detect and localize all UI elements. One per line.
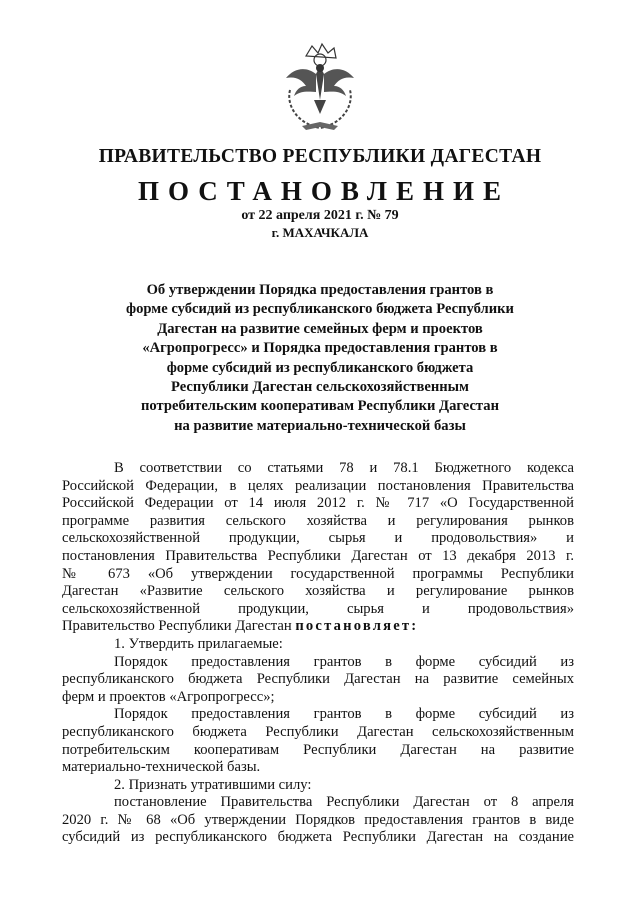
body-line: Порядок предоставления грантов в форме субсидий из: [114, 653, 574, 670]
body-line: постановление Правительства Республики Дагестан от 8 апреля: [114, 794, 574, 811]
body-line: № 673 «Об утверждении государственной программы Республики: [62, 565, 574, 582]
document-date-number: от 22 апреля 2021 г. № 79: [241, 208, 399, 223]
body-line: Российской Федерации, в целях реализации постановления Правительства: [62, 477, 574, 494]
body-line: субсидий из республиканского бюджета Республики Дагестан на создание: [62, 829, 574, 846]
document-type: ПОСТАНОВЛЕНИЕ: [137, 176, 511, 206]
body-line: материально-технической базы.: [62, 759, 261, 776]
subject-line: форме субсидий из республиканского бюджета: [166, 359, 474, 376]
body-line: постановления Правительства Республики Дагестан от 13 декабря 2013 г.: [62, 547, 574, 564]
body-line: сельскохозяйственной продукции, сырья и продовольствия» и: [62, 530, 574, 547]
body-line: сельскохозяйственной продукции, сырья и продовольствия»: [62, 600, 574, 617]
subject-line: «Агропрогресс» и Порядка предоставления грантов в: [142, 340, 498, 357]
dagestan-coat-of-arms-icon: [276, 40, 364, 134]
body-line: потребительским кооперативам Республики Дагестан на развитие: [62, 741, 574, 758]
decree-keyword: постановляет:: [295, 618, 419, 635]
item-2-heading: 2. Признать утратившими силу:: [114, 776, 312, 793]
subject-line: на развитие материально-технической базы: [174, 417, 466, 434]
body-line: ферм и проектов «Агропрогресс»;: [62, 688, 275, 705]
subject-line: Республики Дагестан сельскохозяйственным: [171, 379, 469, 396]
body-line: республиканского бюджета Республики Дагестан сельскохозяйственным: [62, 723, 574, 740]
document-city: г. МАХАЧКАЛА: [271, 225, 369, 240]
subject-line: Об утверждении Порядка предоставления грантов в: [146, 282, 494, 298]
body-line: республиканского бюджета Республики Дагестан на развитие семейных: [62, 671, 574, 688]
body-line-decree: [62, 618, 574, 636]
subject-line: Дагестан на развитие семейных ферм и проектов: [157, 320, 483, 337]
document-body: [62, 460, 574, 847]
body-line: В соответствии со статьями 78 и 78.1 Бюджетного кодекса: [114, 460, 574, 476]
item-1-heading: 1. Утвердить прилагаемые:: [114, 635, 283, 652]
body-line: Российской Федерации от 14 июля 2012 г. № 717 «О Государственной: [62, 495, 574, 512]
body-line: Порядок предоставления грантов в форме субсидий из: [114, 706, 574, 723]
body-line: программе развития сельского хозяйства и регулирования рынков: [62, 512, 574, 529]
subject-line: форме субсидий из республиканского бюджета Республики: [126, 301, 514, 318]
body-line: 2020 г. № 68 «Об утверждении Порядков предоставления грантов в виде: [62, 811, 574, 828]
decree-prefix: Правительство Республики Дагестан: [62, 618, 292, 635]
subject-line: потребительским кооперативам Республики Дагестан: [141, 398, 499, 415]
document-subject: [112, 281, 528, 436]
government-title: ПРАВИТЕЛЬСТВО РЕСПУБЛИКИ ДАГЕСТАН: [98, 146, 542, 167]
body-line: Дагестан «Развитие сельского хозяйства и регулирование рынков: [62, 583, 574, 600]
